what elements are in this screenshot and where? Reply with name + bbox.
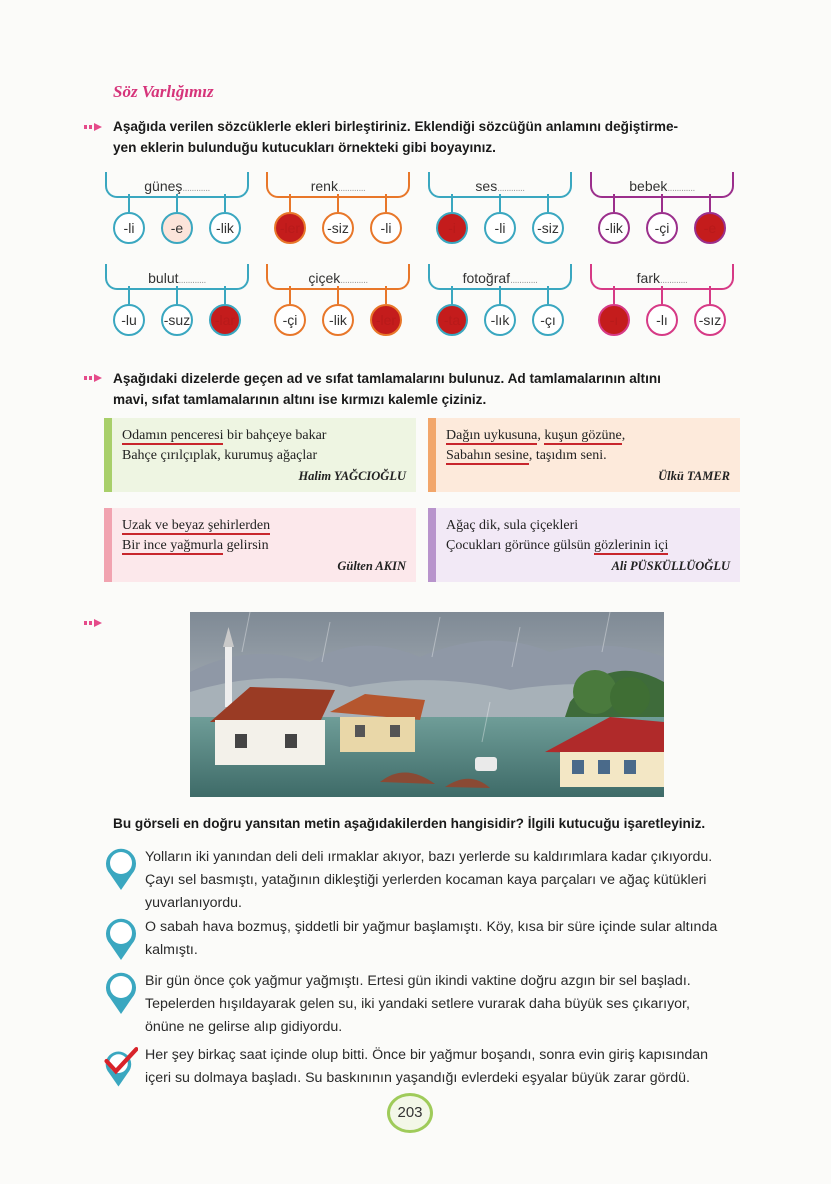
poem-text: bir bahçeye bakar	[223, 428, 327, 443]
suffix-bubble[interactable]: -ler	[370, 304, 402, 336]
underlined-phrase: Sabahın sesine	[446, 448, 529, 463]
poem-lines	[446, 426, 625, 466]
suffix-bubble[interactable]: -e	[161, 212, 193, 244]
root-word	[590, 178, 734, 194]
underlined-phrase: Dağın uykusuna	[446, 428, 538, 443]
poem-text: , taşıdım seni.	[528, 448, 607, 463]
suffix-connector	[176, 194, 178, 212]
poem-author: Ali PÜSKÜLLÜOĞLU	[611, 559, 730, 573]
underlined-phrase: kuşun gözüne	[544, 428, 622, 443]
word-group	[428, 172, 572, 256]
poem-lines	[122, 516, 270, 556]
word-group	[590, 264, 734, 348]
suffix-connector	[128, 194, 130, 212]
poem-line	[122, 446, 326, 466]
suffix-bubble[interactable]: -lu	[113, 304, 145, 336]
option-text	[145, 1044, 745, 1090]
fill-dots: ............	[178, 275, 206, 286]
suffix-bubble[interactable]: -li	[370, 212, 402, 244]
poem-text: Çocukları görünce gülsün	[446, 538, 595, 553]
poem-line	[446, 446, 625, 466]
word-group	[105, 264, 249, 348]
underlined-phrase: Uzak ve beyaz şehirlerden	[122, 518, 271, 533]
instruction-1: Aşağıda verilen sözcüklerle ekleri birleştiriniz. Eklendiği sözcüğün anlamını değiştirme- yen eklerin bulunduğu kutucukları örnekteki gibi boyayınız.	[113, 119, 679, 155]
answer-option[interactable]	[104, 970, 744, 1039]
root-word	[428, 178, 572, 194]
poem-line	[122, 516, 270, 536]
answer-option[interactable]	[104, 916, 744, 962]
poem-box	[428, 418, 740, 492]
root-word-text: renk	[310, 178, 338, 194]
option-line: Bir gün önce çok yağmur yağmıştı. Ertesi gün ikindi vaktine doğru azgın bir sel başladı.	[145, 973, 691, 989]
suffix-connector	[547, 194, 549, 212]
root-word-text: bebek	[629, 178, 668, 194]
suffix-connector	[289, 286, 291, 304]
suffix-connector	[385, 286, 387, 304]
checkbox-pin-icon[interactable]	[104, 1044, 138, 1090]
poem-color-bar	[428, 508, 436, 582]
checkbox-pin-icon[interactable]	[104, 970, 138, 1016]
root-word-text: çiçek	[308, 270, 341, 286]
poem-text: ,	[621, 428, 626, 443]
suffix-bubble[interactable]: -li	[484, 212, 516, 244]
poem-lines	[122, 426, 326, 466]
poem-box	[104, 508, 416, 582]
question-text: Bu görseli en doğru yansıtan metin aşağıdakilerden hangisidir? İlgili kutucuğu işaretleyiniz.	[113, 816, 706, 831]
underlined-phrase: gözlerinin içi	[594, 538, 669, 553]
checkbox-pin-icon[interactable]	[104, 846, 138, 892]
suffix-connector	[661, 286, 663, 304]
poem-color-bar	[428, 418, 436, 492]
arrow-icon	[84, 122, 104, 132]
suffix-connector	[613, 194, 615, 212]
root-word	[266, 270, 410, 286]
page-number: 203	[387, 1093, 433, 1133]
suffix-connector	[613, 286, 615, 304]
root-word-text: bulut	[148, 270, 179, 286]
root-word	[105, 178, 249, 194]
arrow-icon	[84, 373, 104, 383]
poem-text: Bahçe çırılçıplak, kurumuş ağaçlar	[122, 448, 318, 463]
section-title: Söz Varlığımız	[113, 82, 214, 101]
poem-box	[104, 418, 416, 492]
suffix-bubble[interactable]: -lik	[322, 304, 354, 336]
flood-illustration	[190, 612, 664, 797]
suffix-bubble[interactable]: -ta	[436, 304, 468, 336]
root-word-text: güneş	[144, 178, 183, 194]
fill-dots: ............	[337, 183, 366, 194]
option-line: Her şey birkaç saat içinde olup bitti. Önce bir yağmur boşandı, sonra evin giriş kapısından	[145, 1047, 709, 1063]
fill-dots: ............	[667, 183, 695, 194]
suffix-bubble[interactable]: -ler	[274, 212, 306, 244]
word-group	[105, 172, 249, 256]
option-text	[145, 846, 745, 915]
suffix-bubble[interactable]: -siz	[322, 212, 354, 244]
suffix-connector	[451, 194, 453, 212]
poem-author: Halim YAĞCIOĞLU	[298, 469, 406, 483]
fill-dots: ............	[182, 183, 210, 194]
fill-dots: ............	[510, 275, 538, 286]
suffix-bubble[interactable]: -lı	[646, 304, 678, 336]
option-line: Yolların iki yanından deli deli ırmaklar akıyor, bazı yerlerde su kaldırımlara kadar çıkıyordu.	[145, 849, 713, 865]
underlined-phrase: Bir ince yağmurla	[122, 538, 224, 553]
suffix-connector	[385, 194, 387, 212]
suffix-bubble[interactable]: -suz	[161, 304, 193, 336]
option-line: yuvarlanıyordu.	[145, 895, 242, 911]
suffix-bubble[interactable]: -çi	[646, 212, 678, 244]
root-word	[590, 270, 734, 286]
instruction-2: Aşağıdaki dizelerde geçen ad ve sıfat tamlamalarını bulunuz. Ad tamlamalarının altını mavi, sıfat tamlamalarının altını ise kırmızı kalemle çiziniz.	[113, 371, 661, 407]
root-word	[266, 178, 410, 194]
suffix-connector	[128, 286, 130, 304]
poem-line	[122, 536, 270, 556]
fill-dots: ............	[497, 183, 525, 194]
poem-text: gelirsin	[223, 538, 269, 553]
fill-dots: ............	[660, 275, 688, 286]
option-line: Tepelerden hışıldayarak gelen su, iki yandaki setlere vurarak daha büyük ses çıkarıyor,	[145, 996, 690, 1012]
root-word-text: fotoğraf	[462, 270, 511, 286]
poem-lines	[446, 516, 668, 556]
option-line: içeri su dolmaya başladı. Su baskınının yaşandığı evlerdeki eşyalar büyük zarar gördü.	[145, 1070, 690, 1086]
word-group	[590, 172, 734, 256]
suffix-connector	[337, 286, 339, 304]
suffix-bubble[interactable]: -e	[694, 212, 726, 244]
option-line: O sabah hava bozmuş, şiddetli bir yağmur başlamıştı. Köy, kısa bir süre içinde sular altında	[145, 919, 718, 935]
root-word-text: fark	[636, 270, 660, 286]
option-line: Çayı sel basmıştı, yatağının dikleştiği yerlerden kocaman kaya parçaları ve ağaç kütükleri	[145, 872, 707, 888]
suffix-bubble[interactable]: -lık	[484, 304, 516, 336]
poem-line	[446, 426, 625, 446]
poem-line	[122, 426, 326, 446]
poem-author: Gülten AKIN	[337, 559, 406, 573]
suffix-connector	[661, 194, 663, 212]
option-text	[145, 916, 745, 962]
suffix-bubble[interactable]: -çı	[532, 304, 564, 336]
underlined-phrase: Odamın penceresi	[122, 428, 224, 443]
poem-color-bar	[104, 508, 112, 582]
suffix-connector	[224, 194, 226, 212]
suffix-connector	[499, 286, 501, 304]
suffix-bubble[interactable]: -lik	[598, 212, 630, 244]
suffix-bubble[interactable]: -lik	[209, 212, 241, 244]
suffix-bubble[interactable]: -sız	[694, 304, 726, 336]
poem-author: Ülkü TAMER	[658, 469, 730, 483]
suffix-connector	[224, 286, 226, 304]
poem-color-bar	[104, 418, 112, 492]
option-line: önüne ne gelirse alıp gidiyordu.	[145, 1019, 343, 1035]
option-text	[145, 970, 745, 1039]
suffix-connector	[176, 286, 178, 304]
checkbox-pin-icon[interactable]	[104, 916, 138, 962]
suffix-connector	[337, 194, 339, 212]
option-line: kalmıştı.	[145, 942, 198, 958]
suffix-connector	[709, 286, 711, 304]
suffix-bubble[interactable]: -çi	[274, 304, 306, 336]
suffix-connector	[499, 194, 501, 212]
word-group	[266, 264, 410, 348]
suffix-connector	[709, 194, 711, 212]
answer-option[interactable]	[104, 1044, 744, 1090]
suffix-bubble[interactable]: -lar	[209, 304, 241, 336]
suffix-bubble[interactable]: -ı	[598, 304, 630, 336]
suffix-connector	[289, 194, 291, 212]
suffix-bubble[interactable]: -li	[113, 212, 145, 244]
arrow-icon	[84, 618, 104, 628]
root-word	[105, 270, 249, 286]
suffix-connector	[547, 286, 549, 304]
answer-option[interactable]	[104, 846, 744, 915]
suffix-bubble[interactable]: -siz	[532, 212, 564, 244]
poem-text: Ağaç dik, sula çiçekleri	[446, 518, 579, 533]
word-group	[266, 172, 410, 256]
word-group	[428, 264, 572, 348]
root-word-text: ses	[475, 178, 498, 194]
poem-line	[446, 536, 668, 556]
poem-box	[428, 508, 740, 582]
poem-text: ,	[537, 428, 545, 443]
poem-line	[446, 516, 668, 536]
root-word	[428, 270, 572, 286]
fill-dots: ............	[340, 275, 368, 286]
suffix-connector	[451, 286, 453, 304]
suffix-bubble[interactable]: -i	[436, 212, 468, 244]
